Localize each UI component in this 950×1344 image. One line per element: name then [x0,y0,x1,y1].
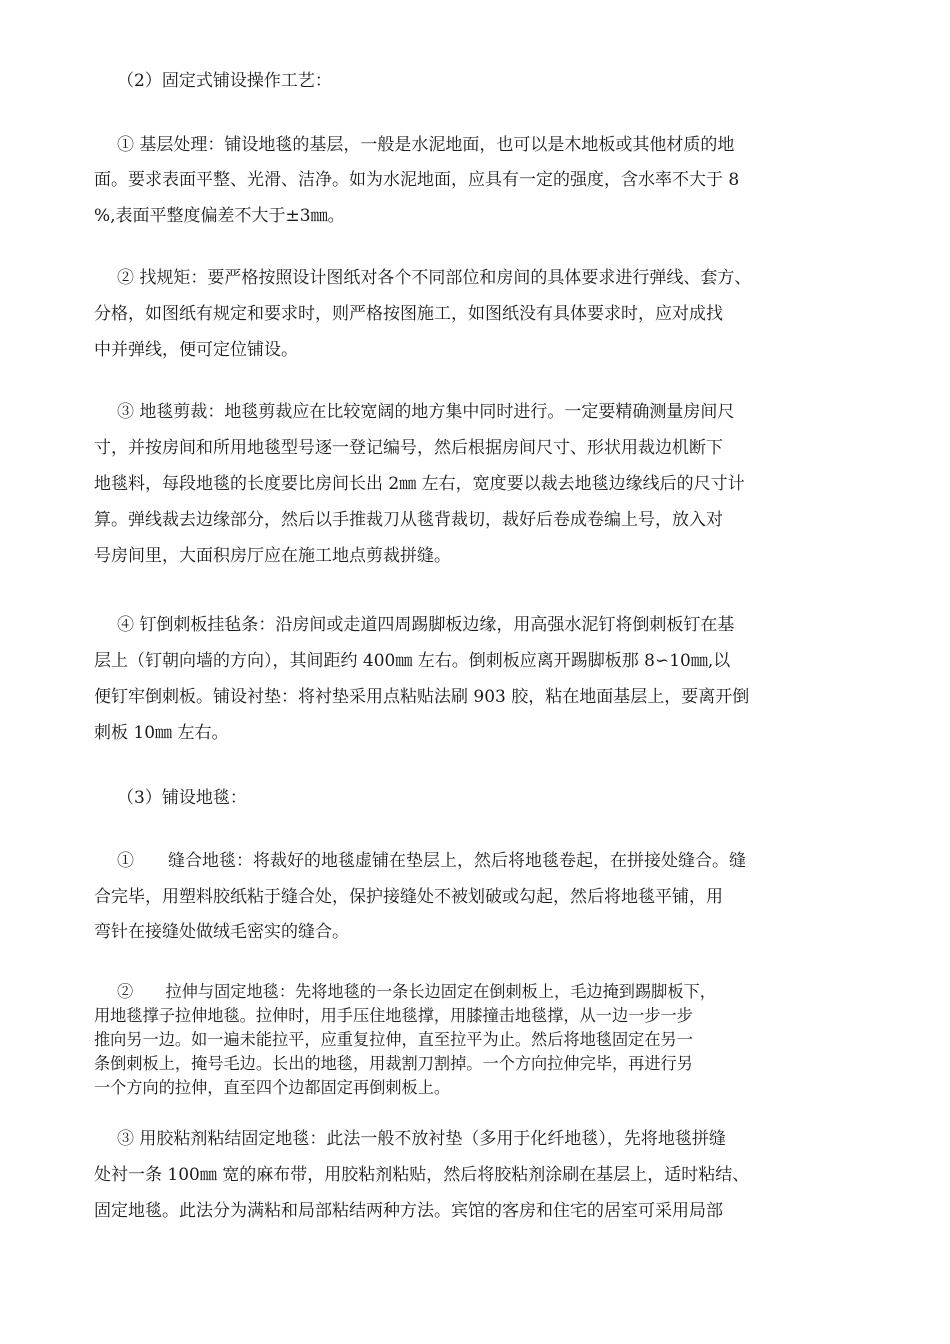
paragraph-line: 推向另一边。如一遍未能拉平，应重复拉伸，直至拉平为止。然后将地毯固定在另一 [94,1030,693,1049]
paragraph-line: ③ 地毯剪裁：地毯剪裁应在比较宽阔的地方集中同时进行。一定要精确测量房间尺 [117,402,735,422]
section-heading-laying-carpet: （3）铺设地毯： [117,788,247,808]
paragraph-line: 条倒刺板上，掩号毛边。长出的地毯，用裁割刀割掉。一个方向拉伸完毕，再进行另 [94,1054,693,1073]
paragraph-line: 便钉牢倒刺板。铺设衬垫：将衬垫采用点粘贴法刷 903 胶，粘在地面基层上，要离开倒 [94,687,750,707]
paragraph-line: 中并弹线，便可定位铺设。 [94,340,298,360]
paragraph-line: %,表面平整度偏差不大于±3㎜。 [94,206,345,226]
paragraph-line: 号房间里，大面积房厅应在施工地点剪裁拼缝。 [94,546,451,566]
paragraph-line: 刺板 10㎜ 左右。 [94,723,229,743]
paragraph-line: ③ 用胶粘剂粘结固定地毯：此法一般不放衬垫（多用于化纤地毯），先将地毯拼缝 [117,1129,726,1149]
paragraph-line: 面。要求表面平整、光滑、洁净。如为水泥地面，应具有一定的强度，含水率不大于 8 [94,170,740,190]
paragraph-line: 处衬一条 100㎜ 宽的麻布带，用胶粘剂粘贴，然后将胶粘剂涂刷在基层上，适时粘结、 [94,1165,750,1185]
paragraph-line: 一个方向的拉伸，直至四个边都固定再倒刺板上。 [94,1078,451,1097]
paragraph-line: ② 找规矩：要严格按照设计图纸对各个不同部位和房间的具体要求进行弹线、套方、 [117,268,752,288]
paragraph-line: 地毯料，每段地毯的长度要比房间长出 2㎜ 左右，宽度要以裁去地毯边缘线后的尺寸计 [94,474,745,494]
paragraph-line: 合完毕，用塑料胶纸粘于缝合处，保护接缝处不被划破或勾起，然后将地毯平铺，用 [94,887,723,907]
paragraph-line: ① 基层处理：铺设地毯的基层，一般是水泥地面，也可以是木地板或其他材质的地 [117,135,735,155]
paragraph-line: ① 缝合地毯：将裁好的地毯虚铺在垫层上，然后将地毯卷起，在拼接处缝合。缝 [117,851,746,871]
section-heading-fixed-laying: （2）固定式铺设操作工艺： [117,71,332,91]
paragraph-line: 弯针在接缝处做绒毛密实的缝合。 [94,922,349,942]
paragraph-line: 固定地毯。此法分为满粘和局部粘结两种方法。宾馆的客房和住宅的居室可采用局部 [94,1201,723,1221]
paragraph-line: 分格，如图纸有规定和要求时，则严格按图施工，如图纸没有具体要求时，应对成找 [94,304,723,324]
paragraph-line: 算。弹线裁去边缘部分，然后以手推裁刀从毯背裁切，裁好后卷成卷编上号，放入对 [94,510,723,530]
paragraph-line: 层上（钉朝向墙的方向），其间距约 400㎜ 左右。倒刺板应离开踢脚板那 8∽10㎜,以 [94,651,731,671]
paragraph-line: ② 拉伸与固定地毯：先将地毯的一条长边固定在倒刺板上，毛边掩到踢脚板下， [117,982,716,1001]
paragraph-line: 寸，并按房间和所用地毯型号逐一登记编号，然后根据房间尺寸、形状用裁边机断下 [94,438,723,458]
paragraph-line: 用地毯撑子拉伸地毯。拉伸时，用手压住地毯撑，用膝撞击地毯撑，从一边一步一步 [94,1006,693,1025]
paragraph-line: ④ 钉倒刺板挂毡条：沿房间或走道四周踢脚板边缘，用高强水泥钉将倒刺板钉在基 [117,615,735,635]
